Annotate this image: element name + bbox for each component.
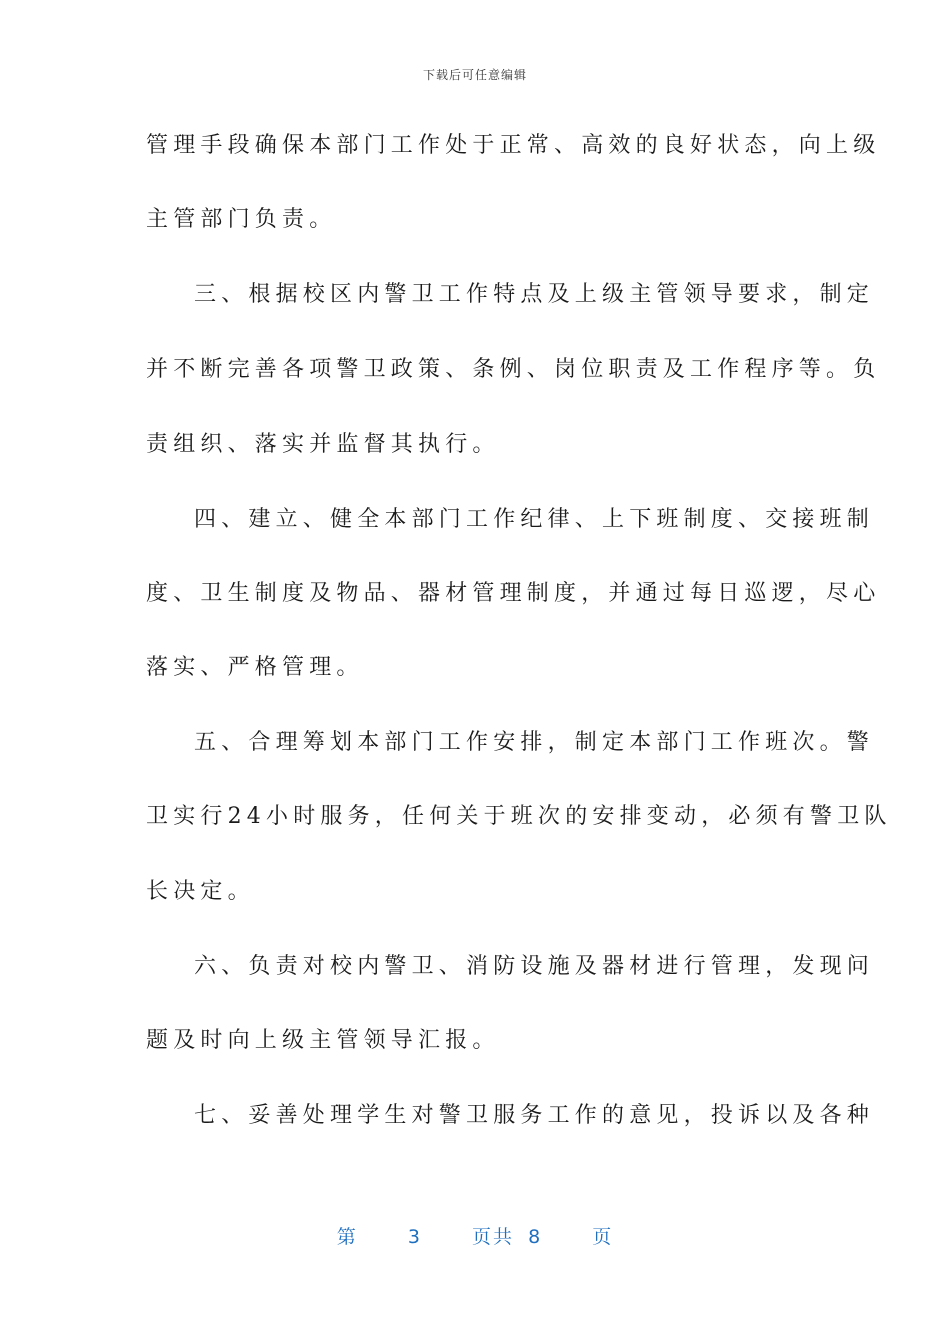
- paragraph-start-line: 三、根据校区内警卫工作特点及上级主管领导要求，制定: [194, 282, 875, 307]
- text-line: 管理手段确保本部门工作处于正常、高效的良好状态，向上级: [146, 133, 881, 158]
- footer-prefix: 第: [336, 1226, 358, 1248]
- footer-middle: 页共: [472, 1226, 515, 1248]
- paragraph-start-line: 四、建立、健全本部门工作纪律、上下班制度、交接班制: [194, 507, 875, 532]
- page-header: 下载后可任意编辑: [422, 68, 527, 82]
- page-footer: [0, 1222, 950, 1249]
- footer-suffix: 页: [592, 1226, 614, 1248]
- text-line: 并不断完善各项警卫政策、条例、岗位职责及工作程序等。负: [146, 357, 881, 382]
- text-line: 主管部门负责。: [146, 207, 337, 232]
- paragraph-start-line: 五、合理筹划本部门工作安排，制定本部门工作班次。警: [194, 730, 875, 755]
- text-line: 责组织、落实并监督其执行。: [146, 432, 500, 457]
- text-line: 度、卫生制度及物品、器材管理制度，并通过每日巡逻，尽心: [146, 581, 881, 606]
- text-line: 长决定。: [146, 879, 255, 904]
- text-line: 卫实行24小时服务，任何关于班次的安排变动，必须有警卫队: [146, 804, 892, 829]
- paragraph-start-line: 七、妥善处理学生对警卫服务工作的意见，投诉以及各种: [194, 1103, 875, 1128]
- text-line: 落实、严格管理。: [146, 655, 364, 680]
- text-line: 题及时向上级主管领导汇报。: [146, 1028, 500, 1053]
- footer-total-pages: 8: [528, 1226, 543, 1248]
- footer-current-page: 3: [407, 1226, 422, 1248]
- paragraph-start-line: 六、负责对校内警卫、消防设施及器材进行管理，发现问: [194, 954, 875, 979]
